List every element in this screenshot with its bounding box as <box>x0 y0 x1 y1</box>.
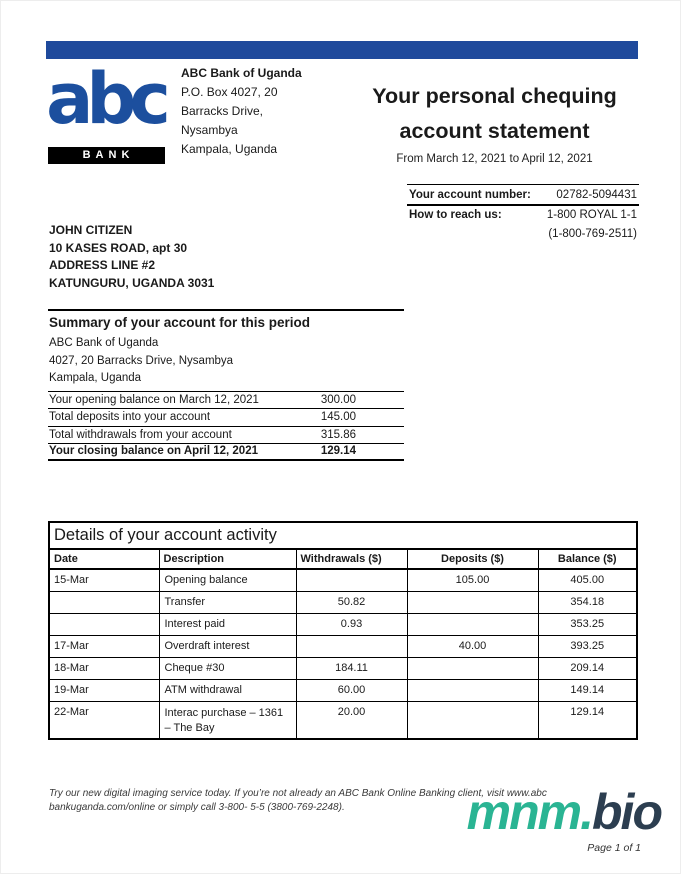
summary-row-deposits <box>48 408 404 426</box>
activity-title: Details of your account activity <box>49 522 637 549</box>
summary-bank-address <box>48 335 404 388</box>
cell-description: Interest paid <box>159 613 296 635</box>
phone-secondary: (1-800-769-2511) <box>548 227 637 240</box>
footer-notice-line1: Try our new digital imaging service today. If you’re not already an ABC Bank Online Banking client, visit www.abc <box>49 788 547 799</box>
summary-address-line: 4027, 20 Barracks Drive, Nysambya <box>49 354 234 367</box>
summary-row-value: 315.86 <box>320 428 356 441</box>
watermark-navy-part: bio <box>592 784 661 840</box>
cell-description: Cheque #30 <box>159 657 296 679</box>
summary-row-withdrawals <box>48 426 404 444</box>
column-header-balance: Balance ($) <box>538 549 637 569</box>
table-row <box>49 635 637 657</box>
cell-deposit <box>407 591 538 613</box>
cell-date <box>49 613 159 635</box>
cell-deposit <box>407 679 538 701</box>
cell-withdrawal: 0.93 <box>296 613 407 635</box>
statement-title-line2: account statement <box>399 119 590 143</box>
cell-date: 17-Mar <box>49 635 159 657</box>
summary-row-opening-balance <box>48 391 404 409</box>
cell-withdrawal: 50.82 <box>296 591 407 613</box>
cell-balance: 149.14 <box>538 679 637 701</box>
cell-date: 19-Mar <box>49 679 159 701</box>
table-row <box>49 679 637 701</box>
cell-deposit <box>407 701 538 739</box>
summary-row-label: Your opening balance on March 12, 2021 <box>49 393 259 406</box>
cell-deposit: 40.00 <box>407 635 538 657</box>
customer-name: JOHN CITIZEN <box>49 223 133 237</box>
activity-table <box>48 521 638 740</box>
summary-row-label: Total withdrawals from your account <box>49 428 232 441</box>
cell-withdrawal: 184.11 <box>296 657 407 679</box>
summary-row-value: 145.00 <box>320 411 356 424</box>
cell-description: Opening balance <box>159 569 296 591</box>
cell-withdrawal: 20.00 <box>296 701 407 739</box>
account-info-box <box>407 184 639 243</box>
cell-balance: 354.18 <box>538 591 637 613</box>
summary-address-line: ABC Bank of Uganda <box>49 337 159 349</box>
customer-address-line: 10 KASES ROAD, apt 30 <box>49 240 188 255</box>
phone-primary: 1-800 ROYAL 1-1 <box>546 209 637 221</box>
column-header-withdrawals: Withdrawals ($) <box>296 549 407 569</box>
cell-balance: 405.00 <box>538 569 637 591</box>
reach-us-row <box>407 204 639 224</box>
cell-balance: 393.25 <box>538 635 637 657</box>
cell-balance: 129.14 <box>538 701 637 739</box>
statement-period: From March 12, 2021 to April 12, 2021 <box>396 153 593 165</box>
summary-row-value: 300.00 <box>320 393 356 406</box>
account-number-value: 02782-5094431 <box>556 188 637 201</box>
mnm-bio-watermark <box>429 786 661 838</box>
account-number-label: Your account number: <box>409 188 531 201</box>
table-row <box>49 569 637 591</box>
summary-address-line: Kampala, Uganda <box>49 372 142 384</box>
statement-title-line1: Your personal chequing <box>372 84 617 108</box>
summary-title: Summary of your account for this period <box>48 309 404 335</box>
abc-bank-logo: abc <box>46 58 164 140</box>
cell-deposit: 105.00 <box>407 569 538 591</box>
activity-header-row <box>49 549 637 569</box>
summary-rows <box>48 391 404 461</box>
table-row <box>49 613 637 635</box>
column-header-date: Date <box>49 549 159 569</box>
cell-balance: 209.14 <box>538 657 637 679</box>
bank-name: ABC Bank of Uganda <box>181 66 302 80</box>
bank-address-line: Kampala, Uganda <box>181 142 278 156</box>
customer-address-line: ADDRESS LINE #2 <box>49 258 156 272</box>
bank-address-line: Nysambya <box>181 123 238 137</box>
page-indicator: Page 1 of 1 <box>587 842 641 854</box>
statement-title-block <box>346 83 643 165</box>
footer-notice-line2: bankuganda.com/online or simply call 3-800- 5-5 (3800-769-2248). <box>49 801 345 813</box>
reach-us-label: How to reach us: <box>409 209 502 221</box>
cell-date: 22-Mar <box>49 701 159 739</box>
cell-deposit <box>407 657 538 679</box>
customer-address-block <box>49 222 214 292</box>
activity-title-row <box>49 522 637 549</box>
summary-section <box>48 309 404 461</box>
cell-description: ATM withdrawal <box>159 679 296 701</box>
cell-withdrawal <box>296 635 407 657</box>
summary-row-label: Your closing balance on April 12, 2021 <box>49 445 258 458</box>
phone-secondary-row <box>407 224 639 243</box>
cell-balance: 353.25 <box>538 613 637 635</box>
cell-withdrawal: 60.00 <box>296 679 407 701</box>
cell-date: 15-Mar <box>49 569 159 591</box>
bank-info-block <box>181 64 302 159</box>
column-header-description: Description <box>159 549 296 569</box>
column-header-deposits: Deposits ($) <box>407 549 538 569</box>
cell-description: Overdraft interest <box>159 635 296 657</box>
customer-address-line: KATUNGURU, UGANDA 3031 <box>49 275 215 290</box>
cell-description: Transfer <box>159 591 296 613</box>
cell-description: Interac purchase – 1361 – The Bay <box>159 701 296 739</box>
cell-deposit <box>407 613 538 635</box>
table-row <box>49 701 637 739</box>
account-number-row <box>407 184 639 204</box>
table-row <box>49 657 637 679</box>
table-row <box>49 591 637 613</box>
bank-logo-label: BANK <box>48 147 165 164</box>
cell-withdrawal <box>296 569 407 591</box>
bank-address-line: Barracks Drive, <box>181 104 264 118</box>
bank-address-line: P.O. Box 4027, 20 <box>181 85 278 99</box>
summary-row-label: Total deposits into your account <box>49 411 211 424</box>
summary-row-closing-balance <box>48 443 404 461</box>
cell-date: 18-Mar <box>49 657 159 679</box>
cell-date <box>49 591 159 613</box>
summary-row-value: 129.14 <box>320 445 356 458</box>
watermark-teal-part: mnm. <box>466 784 593 840</box>
